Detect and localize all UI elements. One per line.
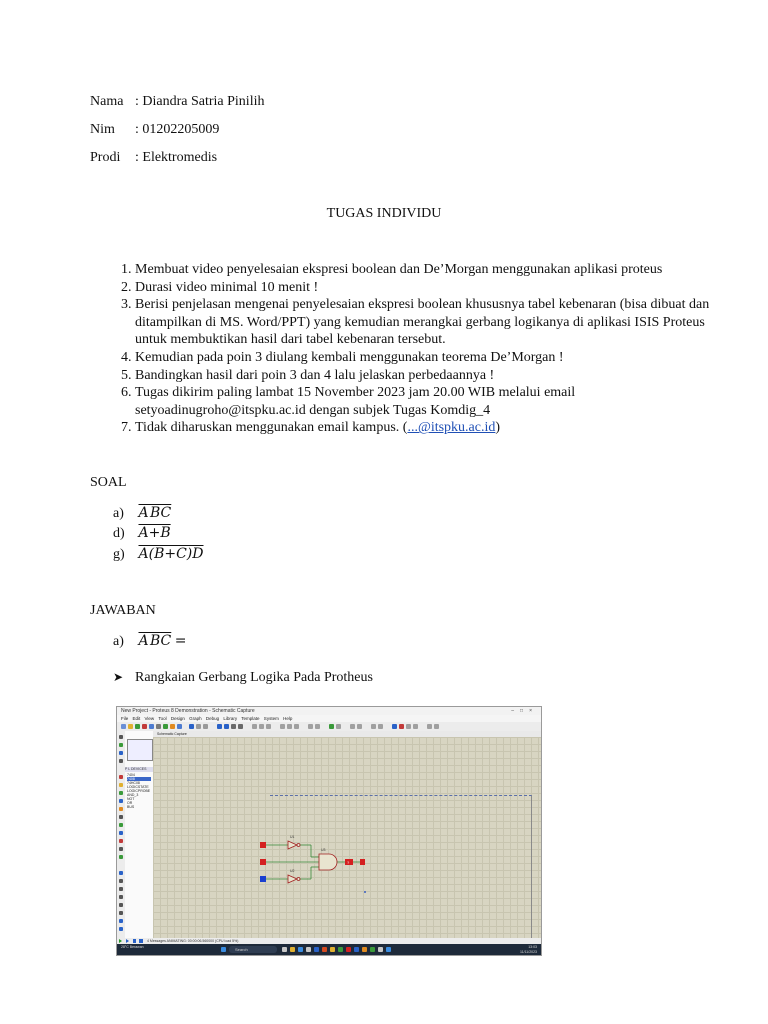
print-icon[interactable] [142,724,147,729]
tool-icon[interactable] [119,855,123,859]
file-explorer-icon[interactable] [290,947,295,952]
jawaban-item-label: a) [113,634,124,649]
word-icon[interactable] [314,947,319,952]
circuit-diagram [153,737,541,938]
tool-icon[interactable] [392,724,397,729]
soal-heading: SOAL [90,475,127,490]
not-gate-u2[interactable] [288,875,300,883]
store-icon[interactable] [306,947,311,952]
taskbar-clock[interactable] [520,945,537,954]
probe-value: ? [347,860,350,865]
tool-icon[interactable] [119,815,123,819]
task-item: 1. Membuat video penyelesaian ekspresi boolean dan De’Morgan menggunakan aplikasi proteus [135,261,715,279]
tool-icon[interactable] [163,724,168,729]
open-icon[interactable] [128,724,133,729]
name-label: Nama [90,94,124,109]
menu-bar[interactable]: File Edit View Tool Design Graph Debug Library Template System Help [117,715,541,722]
device-item[interactable]: AND_3 [127,793,139,797]
rotate-icon[interactable] [119,919,123,923]
text-icon[interactable] [119,903,123,907]
window-controls [511,707,538,715]
device-panel [125,731,154,938]
device-item[interactable]: BUS [127,805,135,809]
stop-icon [139,939,143,943]
wire-icon[interactable] [119,759,123,763]
task-item: 6. Tugas dikirim paling lambat 15 November 2023 jam 20.00 WIB melalui email setyoadinugroho@itspku.ac.id dengan subjek Tugas Komdig_4 [135,384,715,419]
proteus-icon[interactable] [386,947,391,952]
tool-icon[interactable] [434,724,439,729]
task-item: 2. Durasi video minimal 10 menit ! [135,279,715,297]
proteus-screenshot [116,706,542,956]
name-value: : Diandra Satria Pinilih [135,94,265,109]
tab-schematic-capture[interactable]: Schematic Capture [153,731,541,737]
clock-time: 13:03 [528,945,537,949]
document-title: TUGAS INDIVIDU [326,206,442,221]
circuit-bullet-text: Rangkaian Gerbang Logika Pada Protheus [135,670,373,685]
cursor-marker [364,891,366,893]
soal-item-label: a) [113,506,124,521]
close-icon[interactable]: × [529,708,538,714]
new-icon[interactable] [121,724,126,729]
app-icon[interactable] [370,947,375,952]
symbol-icon[interactable] [119,911,123,915]
tool-icon[interactable] [156,724,161,729]
app-icon[interactable] [378,947,383,952]
box-icon[interactable] [119,879,123,883]
expr-g: A(B+C)D [138,546,204,562]
email-link[interactable]: ...@itspku.ac.id [407,420,496,436]
minimize-icon[interactable]: – [511,708,521,714]
soal-item-g [113,546,204,566]
label-u3: U3 [321,848,326,852]
tool-icon[interactable] [427,724,432,729]
home-icon[interactable] [189,724,194,729]
status-text: 4 Messages ANIMATING: 00:00:06.560000 (CPU load 5%) [147,939,239,943]
tool-icon[interactable] [119,839,123,843]
prodi-value: : Elektromedis [135,150,218,165]
tool-icon[interactable] [252,724,257,729]
zoom-in-icon[interactable] [217,724,222,729]
equals-sign: = [174,633,187,649]
app-icon[interactable] [338,947,343,952]
simulation-controls[interactable] [119,939,143,943]
app-icon[interactable] [354,947,359,952]
tool-icon[interactable] [170,724,175,729]
device-item[interactable]: 7404 [127,773,135,777]
tool-icon[interactable] [287,724,292,729]
pause-icon [133,939,136,943]
task-item: 3. Berisi penjelasan mengenai penyelesaian ekspresi boolean khususnya tabel kebenaran (bisa dibuat dan ditampilkan di MS. Word/PPT) yang kemudian merangkai gerbang logikanya di aplikasi ISIS Proteus untuk membuktikan hasil dari tabel kebenaran tersebut. [135,296,715,349]
task-item: 5. Bandingkan hasil dari poin 3 dan 4 lalu jelaskan perbedaannya ! [135,367,715,385]
maximize-icon[interactable]: □ [520,708,530,714]
app-icon[interactable] [322,947,327,952]
taskbar-search[interactable]: Search [229,946,277,953]
step-icon [126,939,129,943]
tool-icon[interactable] [259,724,264,729]
zoom-out-icon[interactable] [224,724,229,729]
tool-icon[interactable] [280,724,285,729]
select-icon[interactable] [119,735,123,739]
arrow-bullet-icon: ➤ [113,670,124,684]
junction-icon[interactable] [119,751,123,755]
line-icon[interactable] [119,871,123,875]
tool-icon[interactable] [378,724,383,729]
devices-header: P L DEVICES [125,767,153,772]
task-item [135,419,715,437]
task-list [90,261,715,437]
soal-item-d [113,525,171,545]
tool-icon[interactable] [357,724,362,729]
tool-icon[interactable] [266,724,271,729]
tool-icon[interactable] [119,823,123,827]
tool-icon[interactable] [315,724,320,729]
tool-icon[interactable] [413,724,418,729]
device-item[interactable]: LOGICSTATE [127,785,149,789]
play-icon [119,939,122,943]
tool-icon[interactable] [308,724,313,729]
component-icon[interactable] [119,743,123,747]
device-item[interactable]: OR [127,801,133,805]
device-item[interactable]: 74HC08 [127,781,140,785]
overview-preview[interactable] [127,739,153,761]
tool-icon[interactable] [238,724,243,729]
soal-item-label: d) [113,526,125,541]
tool-icon[interactable] [119,799,123,803]
tool-icon[interactable] [196,724,201,729]
tool-icon[interactable] [350,724,355,729]
windows-taskbar [117,944,541,955]
jawaban-item-a [113,633,187,653]
label-u1: U1 [290,835,295,839]
device-item[interactable]: LOGICPROBE [127,789,151,793]
arc-icon[interactable] [119,895,123,899]
tool-icon[interactable] [371,724,376,729]
expr-d: A+B [138,525,171,541]
window-title: New Project - Proteus 8 Demonstration - Schematic Capture [121,708,255,714]
tool-icon[interactable] [329,724,334,729]
tool-icon[interactable] [399,724,404,729]
jawaban-heading: JAWABAN [90,603,156,618]
tool-icon[interactable] [336,724,341,729]
task-view-icon[interactable] [282,947,287,952]
schematic-canvas[interactable] [153,737,541,938]
tool-icon[interactable] [119,775,123,779]
app-icon[interactable] [330,947,335,952]
expr-a: A BC [138,505,172,521]
tool-icon[interactable] [119,831,123,835]
task-7-text: Tidak diharuskan menggunakan email kampus. ( [135,420,408,436]
clock-date: 11/11/2023 [520,949,537,954]
label-u2: U2 [290,869,295,873]
tool-icon[interactable] [177,724,182,729]
tool-icon[interactable] [406,724,411,729]
tool-icon[interactable] [231,724,236,729]
logic-state-a[interactable] [260,842,266,848]
mirror-icon[interactable] [119,927,123,931]
nim-label: Nim [90,122,115,137]
circle-icon[interactable] [119,887,123,891]
edge-icon[interactable] [298,947,303,952]
device-item[interactable]: 7408 [127,777,151,781]
and-gate-u3[interactable] [319,854,337,870]
save-icon[interactable] [135,724,140,729]
task-7-close: ) [495,420,501,436]
output-terminal[interactable] [360,859,365,865]
circuit-bullet [113,670,373,686]
tool-icon[interactable] [294,724,299,729]
soal-item-label: g) [113,547,125,562]
prodi-label: Prodi [90,150,121,165]
soal-item-a [113,505,171,525]
start-icon[interactable] [221,947,226,952]
task-item: 4. Kemudian pada poin 3 diulang kembali menggunakan teorema De’Morgan ! [135,349,715,367]
tool-icon[interactable] [119,783,123,787]
weather-widget[interactable]: 28°C Berawan [121,945,144,949]
not-gate-u1[interactable] [288,841,300,849]
window-titlebar [117,707,541,715]
tool-icon[interactable] [119,791,123,795]
tool-icon[interactable] [149,724,154,729]
chrome-icon[interactable] [346,947,351,952]
app-icon[interactable] [362,947,367,952]
tool-icon[interactable] [119,807,123,811]
tool-icon[interactable] [119,847,123,851]
tool-icon[interactable] [203,724,208,729]
nim-value: : 01202205009 [135,122,220,137]
device-item[interactable]: NOT [127,797,135,801]
logic-state-b[interactable] [260,859,266,865]
logic-state-c[interactable] [260,876,266,882]
answer-expr-a: A BC [138,633,172,649]
